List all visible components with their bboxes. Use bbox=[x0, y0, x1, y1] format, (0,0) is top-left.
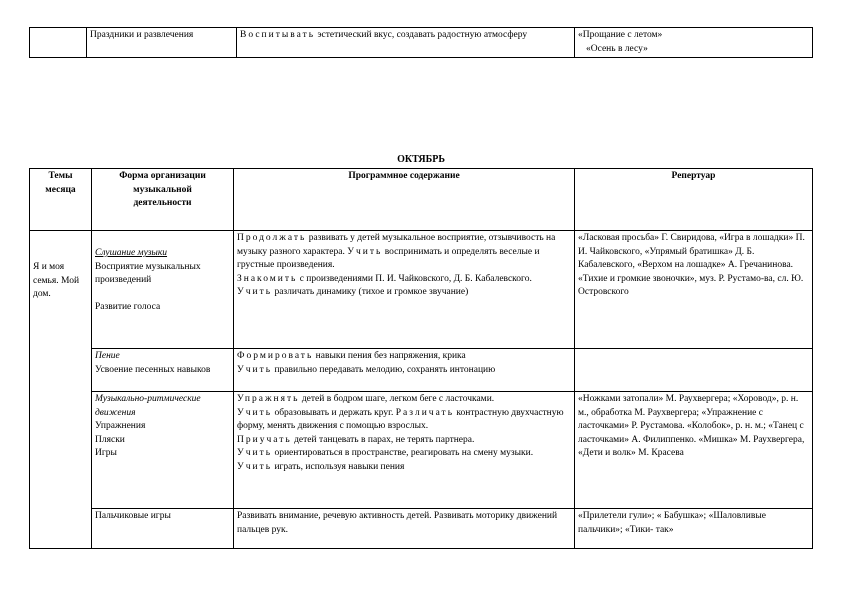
content-text: с произведениями П. И. Чайковского, Д. Б. Кабалевского. bbox=[299, 273, 532, 284]
table-row bbox=[30, 349, 813, 392]
content-text: образовывать и держать круг. bbox=[274, 407, 394, 418]
repertoire-line: «Прощание с летом» bbox=[578, 30, 663, 40]
header-form: Форма организации музыкальной деятельности bbox=[92, 169, 234, 231]
month-title: ОКТЯБРЬ bbox=[397, 154, 445, 165]
content-verb: Продолжать bbox=[237, 233, 307, 243]
content-text: играть, используя навыки пения bbox=[274, 461, 405, 472]
content-verb: Учить bbox=[237, 461, 273, 472]
form-item: Игры bbox=[95, 448, 117, 458]
repertoire-cell bbox=[575, 349, 813, 392]
content-verb: Учить bbox=[237, 364, 273, 375]
content-verb: Формировать bbox=[237, 351, 314, 361]
content-cell bbox=[234, 349, 575, 392]
content-cell bbox=[234, 392, 575, 509]
content-verb: Различать bbox=[395, 407, 455, 418]
header-topic: Темы месяца bbox=[30, 169, 92, 231]
content-text: контрастную двухчастную форму, менять движения с помощью взрослых. bbox=[237, 407, 564, 431]
content-verb: Упражнять bbox=[237, 394, 300, 404]
form-cell: Праздники и развлечения bbox=[87, 28, 237, 58]
content-text: детей танцевать в парах, не терять партнера. bbox=[294, 434, 475, 445]
content-text: правильно передавать мелодию, сохранять интонацию bbox=[274, 364, 496, 375]
form-cell bbox=[92, 231, 234, 349]
table-row bbox=[30, 28, 813, 58]
content-text: эстетический вкус, создавать радостную атмосферу bbox=[317, 30, 528, 40]
form-cell bbox=[92, 392, 234, 509]
main-table bbox=[29, 168, 813, 549]
content-text: развивать у детей музыкальное восприятие, отзывчивость на музыку разного характера. bbox=[237, 233, 556, 257]
content-verb: Знакомить bbox=[237, 273, 298, 284]
content-cell: Развивать внимание, речевую активность детей. Развивать моторику движений пальцев рук. bbox=[234, 509, 575, 549]
form-item: Развитие голоса bbox=[95, 301, 161, 312]
content-text: навыки пения без напряжения, крика bbox=[315, 351, 466, 361]
form-item: Восприятие музыкальных произведений bbox=[95, 261, 201, 285]
repertoire-cell bbox=[575, 28, 813, 58]
repertoire-line: «Осень в лесу» bbox=[586, 43, 648, 54]
form-item: Пляски bbox=[95, 434, 125, 445]
content-text: различать динамику (тихое и громкое звучание) bbox=[274, 287, 469, 297]
table-row bbox=[30, 231, 813, 349]
form-item: Упражнения bbox=[95, 421, 146, 431]
repertoire-cell: «Ласковая просьба» Г. Свиридова, «Игра в лошадки» П. И. Чайковского, «Упрямый братишка» Д. Б. Кабалевского, «Верхом на лошадке» А. Гречанинова. «Тихие и громкие звоночки», муз. Р. Рустамо-ва, сл. Ю. Островского bbox=[575, 231, 813, 349]
top-table bbox=[29, 27, 813, 58]
content-text: детей в бодром шаге, легком беге с ласточками. bbox=[301, 394, 495, 404]
header-repertoire: Репертуар bbox=[575, 169, 813, 231]
content-verb: Воспитывать bbox=[240, 30, 316, 40]
header-content: Программное содержание bbox=[234, 169, 575, 231]
form-title: Музыкально-ритмические движения bbox=[95, 394, 201, 418]
content-verb: Приучать bbox=[237, 434, 292, 445]
content-text: воспринимать и определять веселые и грустные произведения. bbox=[237, 246, 540, 270]
repertoire-cell: «Ножками затопали» М. Раухвергера; «Хоровод», р. н. м., обработка М. Раухвергера; «Упражнение с ласточками» Р. Рустамова. «Колобок», р. н. м.; «Танец с ласточками» А. Филиппенко. «Мишка» М. Раухвергера, «Дети и волк» М. Красева bbox=[575, 392, 813, 509]
form-item: Усвоение песенных навыков bbox=[95, 364, 211, 375]
table-row bbox=[30, 509, 813, 549]
content-cell bbox=[234, 231, 575, 349]
form-cell bbox=[92, 509, 234, 549]
content-verb: Учить bbox=[237, 407, 273, 418]
header-row bbox=[30, 169, 813, 231]
form-title: Пение bbox=[95, 351, 120, 361]
repertoire-cell: «Прилетели гули»; « Бабушка»; «Шаловливые пальчики»; «Тики- так» bbox=[575, 509, 813, 549]
content-verb: Учить bbox=[347, 246, 383, 257]
form-cell bbox=[92, 349, 234, 392]
topic-cell bbox=[30, 28, 87, 58]
form-title: Пальчиковые игры bbox=[95, 511, 171, 521]
form-title: Слушание музыки bbox=[95, 248, 168, 258]
content-verb: Учить bbox=[237, 448, 273, 458]
topic-cell: Я и моя семья. Мой дом. bbox=[30, 231, 92, 549]
table-row bbox=[30, 392, 813, 509]
content-cell bbox=[237, 28, 575, 58]
content-verb: Учить bbox=[237, 287, 273, 297]
content-text: ориентироваться в пространстве, реагировать на смену музыки. bbox=[274, 448, 534, 458]
